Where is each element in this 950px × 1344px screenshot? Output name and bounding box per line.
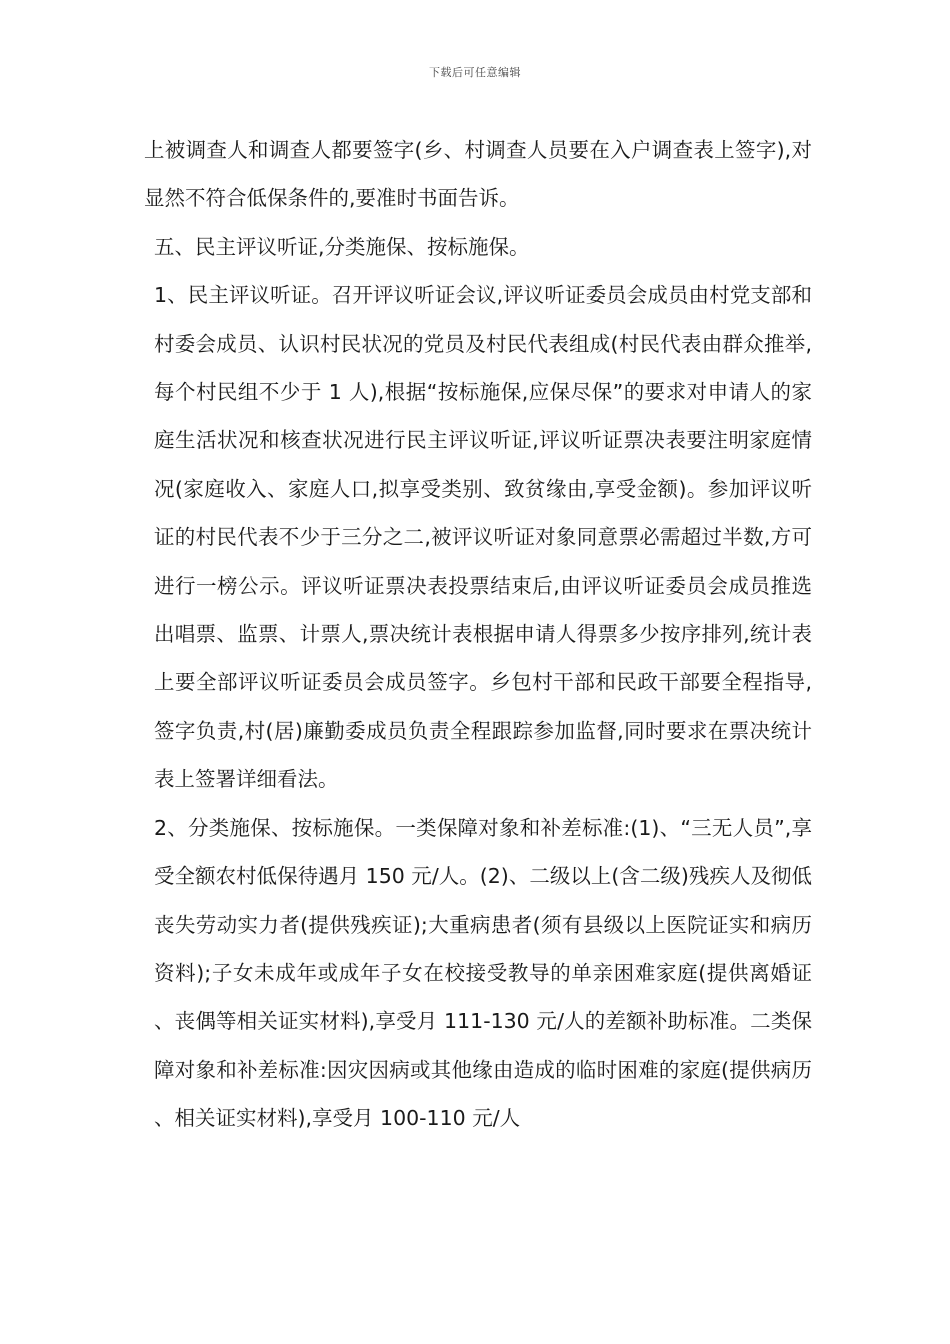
document-body — [144, 126, 812, 1143]
paragraph-classified-assistance: 2、分类施保、按标施保。一类保障对象和补差标准:(1)、“三无人员”,享受全额农村低保待遇月 150 元/人。(2)、二级以上(含二级)残疾人及彻低丧失劳动实力者(提供残疾证);大重病患者(须有县级以上医院证实和病历资料);子女未成年或成年子女在校接受教导的单亲困难家庭(提供离婚证、丧偶等相关证实材料),享受月 111-130 元/人的差额补助标准。二类保障对象和补差标准:因灾因病或其他缘由造成的临时困难的家庭(提供病历、相关证实材料),享受月 100-110 元/人 — [154, 815, 812, 1131]
page-header: 下载后可任意编辑 — [429, 66, 521, 79]
paragraph-section-5-heading: 五、民主评议听证,分类施保、按标施保。 — [154, 234, 530, 259]
paragraph-1: 上被调查人和调查人都要签字(乡、村调查人员要在入户调查表上签字),对显然不符合低保条件的,要准时书面告诉。 — [144, 138, 812, 211]
paragraph-democratic-hearing: 1、民主评议听证。召开评议听证会议,评议听证委员会成员由村党支部和村委会成员、认识村民状况的党员及村民代表组成(村民代表由群众推举,每个村民组不少于 1 人),根据“按标施保,应保尽保”的要求对申请人的家庭生活状况和核查状况进行民主评议听证,评议听证票决表要注明家庭情况(家庭收入、家庭人口,拟享受类别、致贫缘由,享受金额)。参加评议听证的村民代表不少于三分之二,被评议听证对象同意票必需超过半数,方可进行一榜公示。评议听证票决表投票结束后,由评议听证委员会成员推选出唱票、监票、计票人,票决统计表根据申请人得票多少按序排列,统计表上要全部评议听证委员会成员签字。乡包村干部和民政干部要全程指导,签字负责,村(居)廉勤委成员负责全程跟踪参加监督,同时要求在票决统计表上签署详细看法。 — [154, 283, 812, 792]
